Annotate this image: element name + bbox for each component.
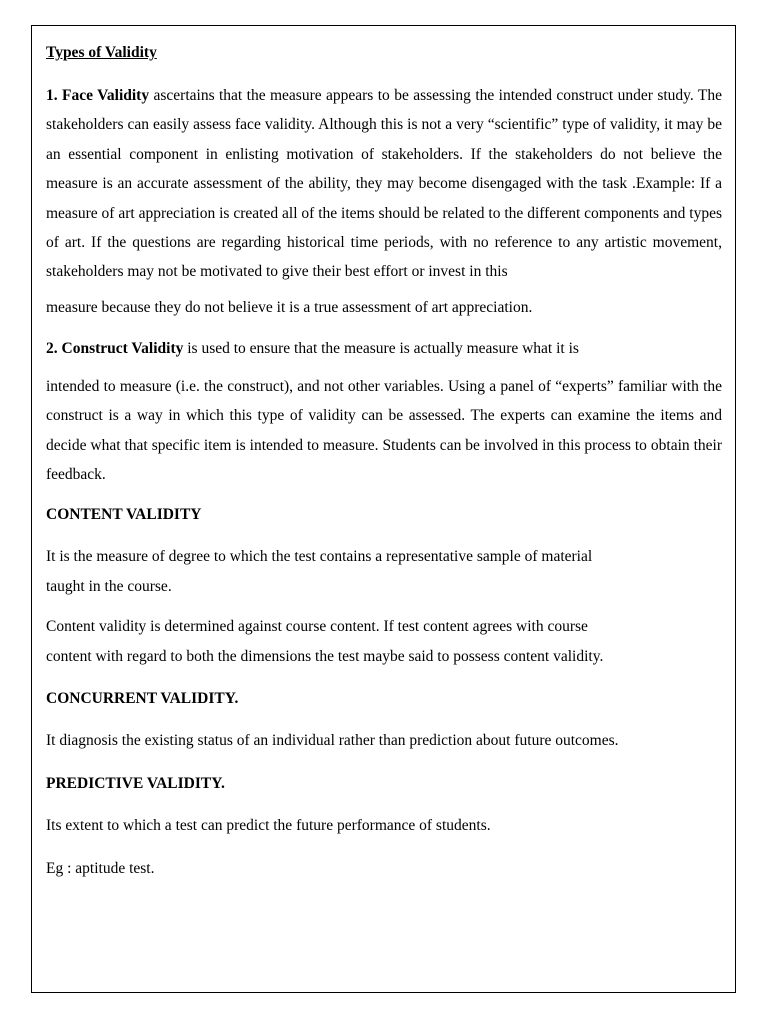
content-validity-explanation-line-2: content with regard to both the dimensions the test maybe said to possess content validity. xyxy=(46,648,604,666)
face-validity-paragraph xyxy=(46,81,722,287)
predictive-validity-text: Its extent to which a test can predict the future performance of students. xyxy=(46,817,491,835)
content-validity-definition-line-2: taught in the course. xyxy=(46,578,172,596)
construct-validity-label: 2. Construct Validity xyxy=(46,339,184,357)
content-validity-explanation-line-1: Content validity is determined against course content. If test content agrees with course xyxy=(46,618,588,636)
document-title: Types of Validity xyxy=(46,44,157,61)
construct-validity-first-line xyxy=(46,334,722,364)
concurrent-validity-text: It diagnosis the existing status of an individual rather than prediction about future outcomes. xyxy=(46,732,619,750)
predictive-validity-example: Eg : aptitude test. xyxy=(46,860,155,878)
construct-validity-paragraph: intended to measure (i.e. the construct), and not other variables. Using a panel of “experts” familiar with the construct is a way in which this type of validity can be assessed. The experts can examine the items and decide what that specific item is intended to measure. Students can be involved in this process to obtain their feedback. xyxy=(46,377,722,484)
face-validity-continuation: measure because they do not believe it is a true assessment of art appreciation. xyxy=(46,298,533,316)
content-validity-definition-line-1: It is the measure of degree to which the test contains a representative sample of material xyxy=(46,548,593,566)
concurrent-validity-heading: CONCURRENT VALIDITY. xyxy=(46,690,239,708)
content-validity-definition xyxy=(46,542,722,602)
predictive-validity-heading: PREDICTIVE VALIDITY. xyxy=(46,775,225,793)
content-validity-heading: CONTENT VALIDITY xyxy=(46,506,202,524)
content-validity-explanation xyxy=(46,612,722,672)
document-body xyxy=(46,39,722,884)
face-validity-label: 1. Face Validity xyxy=(46,87,150,104)
face-validity-text: ascertains that the measure appears to be assessing the intended construct under study. The stakeholders can easily assess face validity. Although this is not a very “scientific” type of validity, it may be an essential component in enlisting motivation of stakeholders. If the stakeholders do not believe the measure is an accurate assessment of the ability, they may become disengaged with the task .Example: If a measure of art appreciation is created all of the items should be related to the different components and types of art. If the questions are regarding historical time periods, with no reference to any artistic movement, stakeholders may not be motivated to give their best effort or invest in this xyxy=(46,87,722,281)
construct-validity-text: is used to ensure that the measure is actually measure what it is xyxy=(183,339,579,357)
